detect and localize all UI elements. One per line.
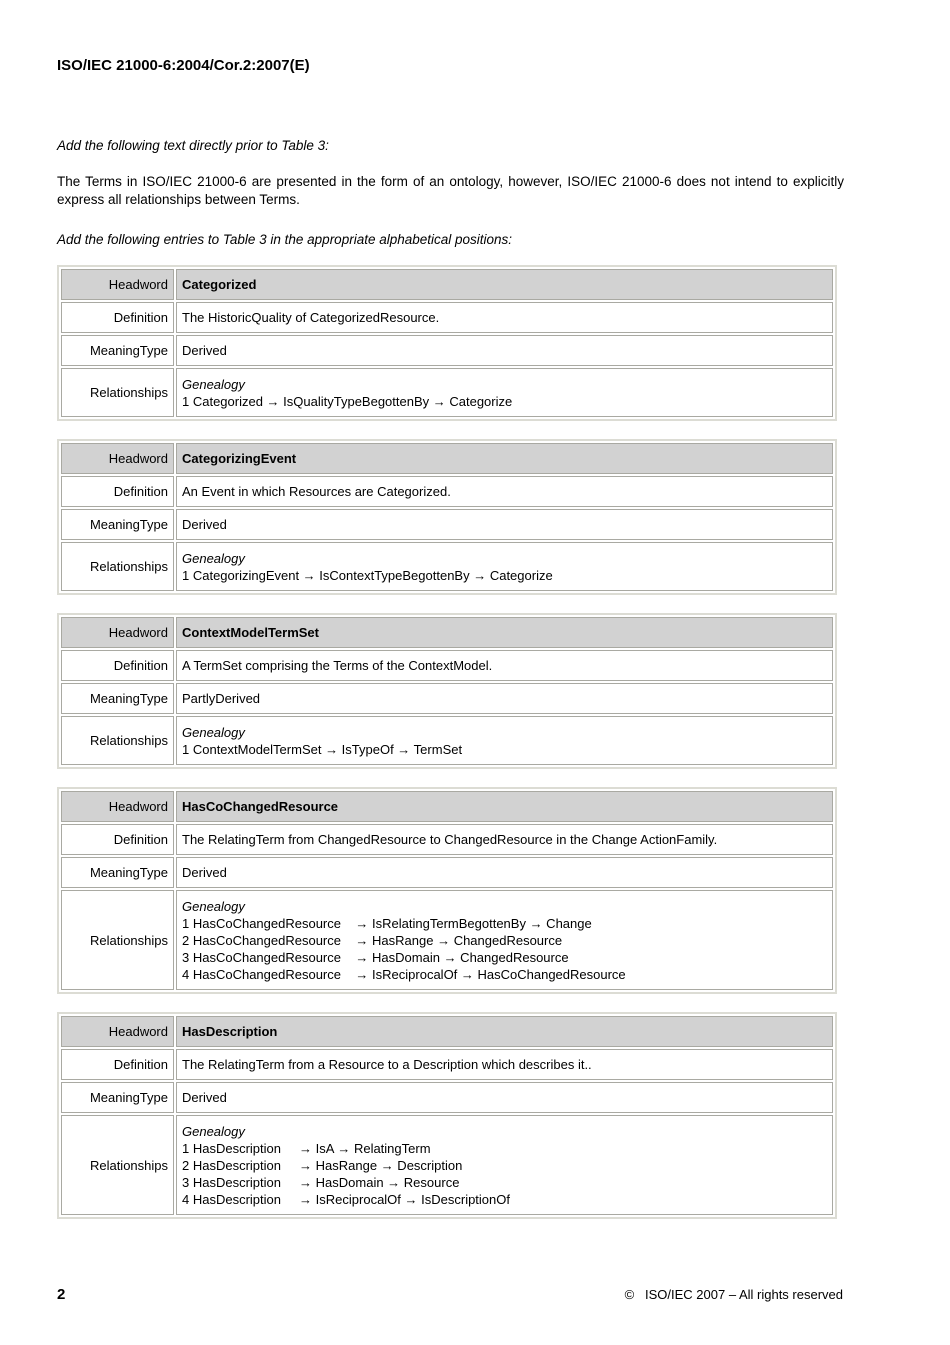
definition-label: Definition — [61, 476, 174, 507]
definition-row — [61, 302, 833, 333]
term-table — [57, 787, 837, 994]
headword-label: Headword — [61, 443, 174, 474]
relationships-row — [61, 716, 833, 765]
definition-row — [61, 476, 833, 507]
definition-value: The RelatingTerm from ChangedResource to ChangedResource in the Change ActionFamily. — [176, 824, 833, 855]
definition-value: An Event in which Resources are Categorized. — [176, 476, 833, 507]
term-table — [57, 439, 837, 595]
genealogy-line: 1 ContextModelTermSet → IsTypeOf → TermSet — [182, 742, 463, 757]
headword-label: Headword — [61, 1016, 174, 1047]
headword-value: HasCoChangedResource — [176, 791, 833, 822]
definition-label: Definition — [61, 1049, 174, 1080]
meaning-type-value: Derived — [176, 1082, 833, 1113]
headword-value: ContextModelTermSet — [176, 617, 833, 648]
meaning-type-label: MeaningType — [61, 683, 174, 714]
relationships-label: Relationships — [61, 368, 174, 417]
headword-label: Headword — [61, 617, 174, 648]
genealogy-line: 2 HasCoChangedResource → HasRange → ChangedResource — [182, 933, 563, 948]
genealogy-line: 1 Categorized → IsQualityTypeBegottenBy → Categorize — [182, 394, 513, 409]
meaning-type-row — [61, 509, 833, 540]
genealogy-lines — [182, 1140, 824, 1208]
page-number: 2 — [57, 1286, 66, 1303]
term-table — [57, 1012, 837, 1219]
genealogy-line: 1 HasCoChangedResource → IsRelatingTermBegottenBy → Change — [182, 916, 592, 931]
genealogy-title: Genealogy — [182, 1124, 245, 1139]
relationships-value — [176, 1115, 833, 1215]
definition-row — [61, 1049, 833, 1080]
relationships-row — [61, 890, 833, 990]
copyright-notice: © ISO/IEC 2007 – All rights reserved — [624, 1287, 843, 1302]
relationships-row — [61, 368, 833, 417]
relationships-value — [176, 890, 833, 990]
headword-value: HasDescription — [176, 1016, 833, 1047]
meaning-type-row — [61, 1082, 833, 1113]
relationships-row — [61, 1115, 833, 1215]
relationships-value — [176, 716, 833, 765]
definition-row — [61, 824, 833, 855]
relationships-label: Relationships — [61, 1115, 174, 1215]
page-footer — [57, 1286, 843, 1303]
genealogy-line: 4 HasCoChangedResource → IsReciprocalOf → HasCoChangedResource — [182, 967, 626, 982]
genealogy-line: 3 HasCoChangedResource → HasDomain → ChangedResource — [182, 950, 569, 965]
term-table — [57, 265, 837, 421]
genealogy-line: 3 HasDescription → HasDomain → Resource — [182, 1175, 460, 1190]
meaning-type-row — [61, 683, 833, 714]
relationships-value — [176, 368, 833, 417]
meaning-type-label: MeaningType — [61, 509, 174, 540]
meaning-type-value: Derived — [176, 857, 833, 888]
term-tables-container — [57, 265, 844, 1219]
genealogy-line: 2 HasDescription → HasRange → Description — [182, 1158, 463, 1173]
headword-row — [61, 1016, 833, 1047]
meaning-type-value: PartlyDerived — [176, 683, 833, 714]
genealogy-lines — [182, 567, 824, 584]
meaning-type-label: MeaningType — [61, 857, 174, 888]
headword-value: Categorized — [176, 269, 833, 300]
definition-label: Definition — [61, 650, 174, 681]
genealogy-line: 1 HasDescription → IsA → RelatingTerm — [182, 1141, 431, 1156]
definition-value: A TermSet comprising the Terms of the ContextModel. — [176, 650, 833, 681]
genealogy-lines — [182, 741, 824, 758]
genealogy-title: Genealogy — [182, 377, 245, 392]
document-header-title: ISO/IEC 21000-6:2004/Cor.2:2007(E) — [57, 57, 310, 74]
headword-row — [61, 443, 833, 474]
genealogy-title: Genealogy — [182, 899, 245, 914]
headword-label: Headword — [61, 791, 174, 822]
headword-row — [61, 791, 833, 822]
genealogy-title: Genealogy — [182, 551, 245, 566]
meaning-type-label: MeaningType — [61, 335, 174, 366]
genealogy-lines — [182, 915, 824, 983]
genealogy-title: Genealogy — [182, 725, 245, 740]
relationships-label: Relationships — [61, 716, 174, 765]
meaning-type-value: Derived — [176, 509, 833, 540]
genealogy-line: 1 CategorizingEvent → IsContextTypeBegottenBy → Categorize — [182, 568, 553, 583]
meaning-type-label: MeaningType — [61, 1082, 174, 1113]
relationships-label: Relationships — [61, 542, 174, 591]
definition-value: The HistoricQuality of CategorizedResource. — [176, 302, 833, 333]
term-table — [57, 613, 837, 769]
headword-row — [61, 269, 833, 300]
meaning-type-row — [61, 335, 833, 366]
definition-value: The RelatingTerm from a Resource to a Description which describes it.. — [176, 1049, 833, 1080]
genealogy-line: 4 HasDescription → IsReciprocalOf → IsDescriptionOf — [182, 1192, 510, 1207]
relationships-value — [176, 542, 833, 591]
meaning-type-row — [61, 857, 833, 888]
headword-row — [61, 617, 833, 648]
body-paragraph: The Terms in ISO/IEC 21000-6 are presented in the form of an ontology, however, ISO/IEC 21000-6 does not intend to explicitly express all relationships between Terms. — [57, 174, 844, 207]
headword-label: Headword — [61, 269, 174, 300]
headword-value: CategorizingEvent — [176, 443, 833, 474]
relationships-label: Relationships — [61, 890, 174, 990]
definition-row — [61, 650, 833, 681]
definition-label: Definition — [61, 302, 174, 333]
meaning-type-value: Derived — [176, 335, 833, 366]
definition-label: Definition — [61, 824, 174, 855]
relationships-row — [61, 542, 833, 591]
edit-instruction-1: Add the following text directly prior to Table 3: — [57, 138, 329, 153]
genealogy-lines — [182, 393, 824, 410]
edit-instruction-2: Add the following entries to Table 3 in the appropriate alphabetical positions: — [57, 232, 513, 247]
